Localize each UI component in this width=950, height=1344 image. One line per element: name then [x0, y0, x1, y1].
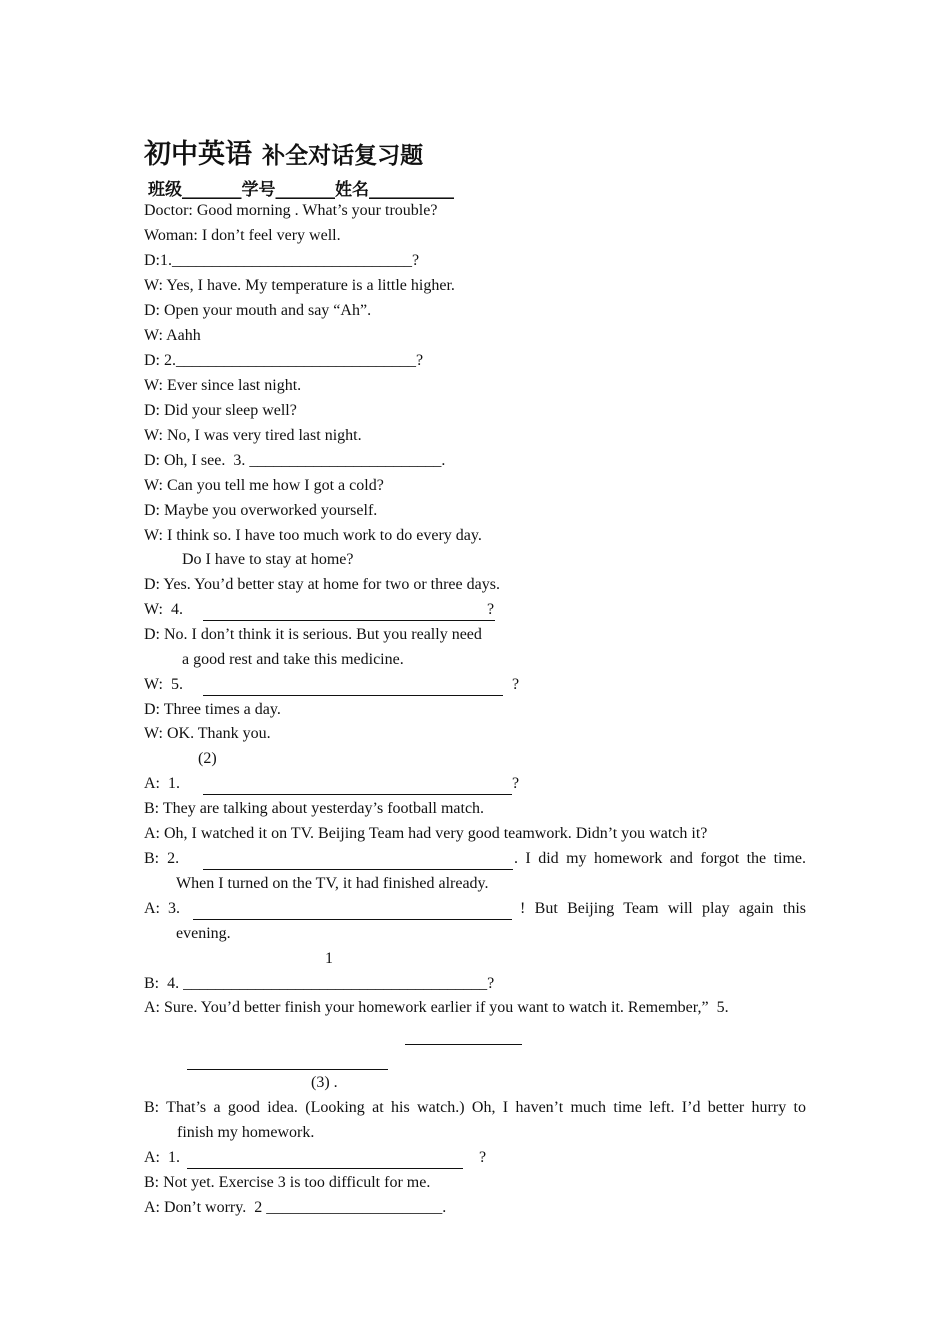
blank-label: A: 1.	[144, 775, 180, 792]
blank-line: A: Don’t worry. 2 ______________________.	[144, 1199, 447, 1216]
blank-suffix: ! But Beijing Team will play again this	[520, 900, 806, 917]
answer-blank[interactable]	[405, 1044, 522, 1045]
blank-label: W: 5.	[144, 676, 183, 693]
page-title	[144, 132, 423, 171]
dialogue-line: A: Sure. You’d better finish your homework earlier if you want to watch it. Remember,” 5.	[144, 999, 729, 1016]
blank-line: D: 2.______________________________?	[144, 352, 424, 369]
dialogue-line: B: That’s a good idea. (Looking at his watch.) Oh, I haven’t much time left. I’d better hurry to	[144, 1099, 806, 1116]
answer-blank[interactable]	[187, 1069, 388, 1070]
dialogue-line: D: No. I don’t think it is serious. But you really need	[144, 626, 482, 643]
dialogue-line: B: Not yet. Exercise 3 is too difficult for me.	[144, 1174, 431, 1191]
dialogue-line: W: OK. Thank you.	[144, 725, 271, 742]
blank-line: D: Oh, I see. 3. ________________________.	[144, 452, 446, 469]
dialogue-line: W: I think so. I have too much work to do every day.	[144, 527, 482, 544]
blank-suffix: ?	[487, 601, 495, 618]
blank-label: B: 2.	[144, 850, 180, 867]
blank-suffix: ?	[512, 676, 520, 693]
dialogue-line: Woman: I don’t feel very well.	[144, 227, 341, 244]
answer-blank[interactable]	[203, 620, 495, 621]
blank-suffix: ?	[479, 1149, 487, 1166]
dialogue-line: W: No, I was very tired last night.	[144, 427, 362, 444]
answer-blank[interactable]	[187, 1168, 463, 1169]
answer-blank[interactable]	[203, 695, 503, 696]
student-info-line: 班级_______学号_______姓名__________	[148, 180, 454, 200]
dialogue-line: When I turned on the TV, it had finished already.	[176, 875, 489, 892]
dialogue-line: D: Maybe you overworked yourself.	[144, 502, 378, 519]
page-number: 1	[325, 950, 333, 967]
dialogue-line: Doctor: Good morning . What’s your trouble?	[144, 202, 438, 219]
blank-line: D:1.______________________________?	[144, 252, 420, 269]
blank-suffix: ?	[512, 775, 520, 792]
dialogue-line: evening.	[176, 925, 231, 942]
title-main: 初中英语	[144, 139, 252, 170]
blank-suffix: . I did my homework and forgot the time.	[514, 850, 806, 867]
dialogue-line: D: Did your sleep well?	[144, 402, 297, 419]
dialogue-line: finish my homework.	[177, 1124, 315, 1141]
dialogue-line: W: Can you tell me how I got a cold?	[144, 477, 384, 494]
answer-blank[interactable]	[203, 794, 512, 795]
dialogue-line: B: They are talking about yesterday’s football match.	[144, 800, 485, 817]
dialogue-line: A: Oh, I watched it on TV. Beijing Team had very good teamwork. Didn’t you watch it?	[144, 825, 708, 842]
section-label: (3) .	[311, 1074, 338, 1091]
title-sub: 补全对话复习题	[262, 143, 424, 169]
section-label: (2)	[198, 750, 217, 767]
answer-blank[interactable]	[203, 869, 513, 870]
blank-line: B: 4. ______________________________________?	[144, 975, 495, 992]
dialogue-line: D: Three times a day.	[144, 701, 281, 718]
dialogue-line: W: Yes, I have. My temperature is a little higher.	[144, 277, 455, 294]
blank-label: A: 1.	[144, 1149, 180, 1166]
dialogue-line: D: Yes. You’d better stay at home for two or three days.	[144, 576, 500, 593]
answer-blank[interactable]	[193, 919, 512, 920]
dialogue-line: W: Aahh	[144, 327, 201, 344]
dialogue-line: Do I have to stay at home?	[182, 551, 354, 568]
dialogue-line: a good rest and take this medicine.	[182, 651, 404, 668]
blank-label: A: 3.	[144, 900, 180, 917]
dialogue-line: W: Ever since last night.	[144, 377, 302, 394]
dialogue-line: D: Open your mouth and say “Ah”.	[144, 302, 372, 319]
blank-label: W: 4.	[144, 601, 183, 618]
